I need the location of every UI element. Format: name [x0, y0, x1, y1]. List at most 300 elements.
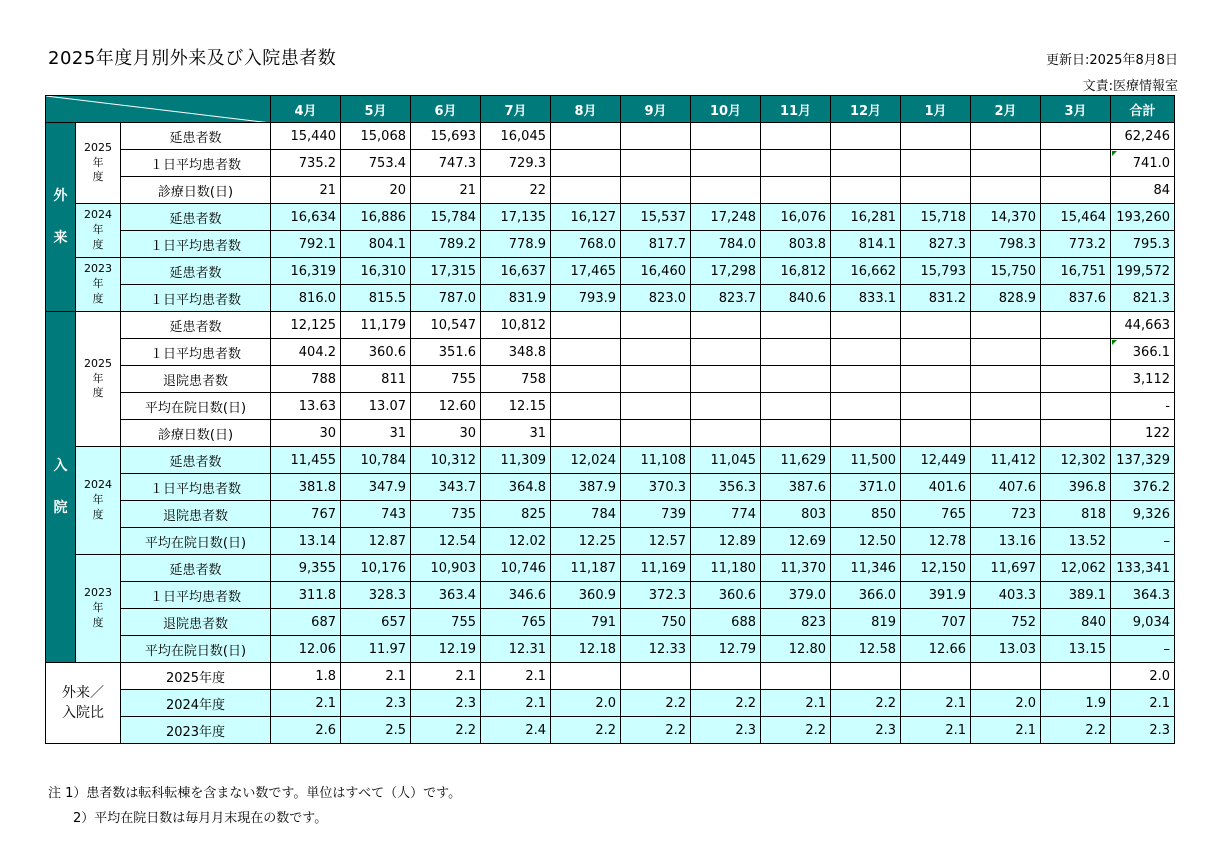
value-cell: 755 [411, 609, 481, 636]
value-cell [691, 150, 761, 177]
year-label-text: 2024 [84, 478, 112, 492]
value-cell: 2.2 [691, 690, 761, 717]
year-label [76, 555, 121, 663]
value-cell [691, 366, 761, 393]
value-cell: 407.6 [971, 474, 1041, 501]
value-cell: 387.9 [551, 474, 621, 501]
value-cell [901, 420, 971, 447]
value-cell: 811 [341, 366, 411, 393]
value-cell: 370.3 [621, 474, 691, 501]
value-cell: 13.52 [1041, 528, 1111, 555]
row-label: 延患者数 [121, 123, 271, 150]
value-cell: 2.2 [411, 717, 481, 744]
value-cell [971, 177, 1041, 204]
total-cell: 364.3 [1111, 582, 1175, 609]
total-cell: 3,112 [1111, 366, 1175, 393]
value-cell: 750 [621, 609, 691, 636]
value-cell: 707 [901, 609, 971, 636]
row-label: 延患者数 [121, 555, 271, 582]
value-cell: 12.54 [411, 528, 481, 555]
value-cell: 2.3 [831, 717, 901, 744]
value-cell: 12.87 [341, 528, 411, 555]
value-cell: 831.9 [481, 285, 551, 312]
value-cell: 747.3 [411, 150, 481, 177]
total-cell: 84 [1111, 177, 1175, 204]
outpatient-section-label [46, 123, 76, 312]
value-cell [691, 123, 761, 150]
value-cell: 363.4 [411, 582, 481, 609]
total-cell: 193,260 [1111, 204, 1175, 231]
value-cell: 2.2 [831, 690, 901, 717]
value-cell: 788 [271, 366, 341, 393]
ratio-row [46, 717, 1175, 744]
ratio-label-text: 外来／ [62, 684, 104, 701]
value-cell [901, 123, 971, 150]
value-cell: 831.2 [901, 285, 971, 312]
value-cell: 12.15 [481, 393, 551, 420]
value-cell [1041, 420, 1111, 447]
update-date: 更新日:2025年8月8日 [1045, 53, 1178, 68]
value-cell: 2.1 [411, 663, 481, 690]
value-cell [971, 366, 1041, 393]
value-cell: 16,045 [481, 123, 551, 150]
total-cell: 9,326 [1111, 501, 1175, 528]
value-cell: 778.9 [481, 231, 551, 258]
value-cell [831, 420, 901, 447]
value-cell: 2.2 [1041, 717, 1111, 744]
value-cell: 15,793 [901, 258, 971, 285]
month-header: 2月 [971, 96, 1041, 123]
note-2: 2）平均在院日数は毎月月末現在の数です。 [73, 811, 328, 826]
month-header: 8月 [551, 96, 621, 123]
year-label-text: 2025 [84, 356, 112, 370]
value-cell: 13.15 [1041, 636, 1111, 663]
value-cell: 366.0 [831, 582, 901, 609]
value-cell: 773.2 [1041, 231, 1111, 258]
value-cell: 2.1 [271, 690, 341, 717]
value-cell: 688 [691, 609, 761, 636]
row-label: １日平均患者数 [121, 231, 271, 258]
value-cell: 784 [551, 501, 621, 528]
value-cell: 2.2 [621, 717, 691, 744]
value-cell: 30 [271, 420, 341, 447]
value-cell: 10,312 [411, 447, 481, 474]
value-cell: 16,310 [341, 258, 411, 285]
value-cell: 828.9 [971, 285, 1041, 312]
value-cell: 31 [341, 420, 411, 447]
value-cell: 347.9 [341, 474, 411, 501]
value-cell: 814.1 [831, 231, 901, 258]
year-label-text: 度 [92, 507, 104, 521]
value-cell [551, 393, 621, 420]
value-cell: 12.79 [691, 636, 761, 663]
table-row [46, 582, 1175, 609]
year-label-text: 度 [92, 170, 104, 184]
value-cell: 2.1 [761, 690, 831, 717]
value-cell [831, 150, 901, 177]
value-cell: 10,784 [341, 447, 411, 474]
row-label: 平均在院日数(日) [121, 528, 271, 555]
year-label-text: 度 [92, 237, 104, 251]
value-cell: 2.1 [481, 690, 551, 717]
table-row [46, 366, 1175, 393]
value-cell [901, 393, 971, 420]
value-cell: 818 [1041, 501, 1111, 528]
value-cell [1041, 339, 1111, 366]
table-row [46, 258, 1175, 285]
table-row [46, 609, 1175, 636]
value-cell: 404.2 [271, 339, 341, 366]
value-cell [551, 312, 621, 339]
value-cell: 10,903 [411, 555, 481, 582]
year-label-text: 度 [92, 615, 104, 629]
value-cell: 9,355 [271, 555, 341, 582]
year-label-text: 度 [92, 291, 104, 305]
value-cell: 11,412 [971, 447, 1041, 474]
value-cell: 16,460 [621, 258, 691, 285]
value-cell: 804.1 [341, 231, 411, 258]
value-cell: 11,180 [691, 555, 761, 582]
value-cell: 833.1 [831, 285, 901, 312]
row-label: 延患者数 [121, 447, 271, 474]
table-row [46, 474, 1175, 501]
value-cell: 11,370 [761, 555, 831, 582]
value-cell: 348.8 [481, 339, 551, 366]
value-cell: 2.0 [971, 690, 1041, 717]
total-cell: 795.3 [1111, 231, 1175, 258]
value-cell [551, 339, 621, 366]
table-row [46, 447, 1175, 474]
value-cell: 16,886 [341, 204, 411, 231]
value-cell: 16,281 [831, 204, 901, 231]
value-cell: 2.1 [341, 663, 411, 690]
value-cell: 787.0 [411, 285, 481, 312]
value-cell: 816.0 [271, 285, 341, 312]
value-cell: 789.2 [411, 231, 481, 258]
value-cell: 328.3 [341, 582, 411, 609]
value-cell: 817.7 [621, 231, 691, 258]
value-cell: 12.31 [481, 636, 551, 663]
value-cell: 11,169 [621, 555, 691, 582]
value-cell [761, 312, 831, 339]
value-cell: 12.89 [691, 528, 761, 555]
value-cell: 12.06 [271, 636, 341, 663]
value-cell [901, 663, 971, 690]
total-cell: – [1111, 528, 1175, 555]
table-row [46, 285, 1175, 312]
value-cell: 12.50 [831, 528, 901, 555]
value-cell [761, 177, 831, 204]
value-cell [621, 366, 691, 393]
value-cell: 16,637 [481, 258, 551, 285]
ratio-label-text: 入院比 [62, 705, 104, 721]
row-label: 2023年度 [121, 717, 271, 744]
table-row [46, 420, 1175, 447]
table-row [46, 204, 1175, 231]
year-label-text: 2023 [84, 262, 112, 276]
value-cell [971, 420, 1041, 447]
value-cell: 15,464 [1041, 204, 1111, 231]
row-label: 2024年度 [121, 690, 271, 717]
month-header: 4月 [271, 96, 341, 123]
value-cell: 15,068 [341, 123, 411, 150]
value-cell: 12.69 [761, 528, 831, 555]
ratio-label [46, 663, 121, 744]
value-cell: 723 [971, 501, 1041, 528]
year-label-text: 2024 [84, 208, 112, 222]
value-cell: 21 [271, 177, 341, 204]
value-cell: 2.1 [901, 717, 971, 744]
value-cell: 803.8 [761, 231, 831, 258]
total-cell: 2.0 [1111, 663, 1175, 690]
value-cell: 803 [761, 501, 831, 528]
row-label: 診療日数(日) [121, 420, 271, 447]
year-label-text: 年 [92, 601, 104, 615]
value-cell [901, 366, 971, 393]
value-cell: 387.6 [761, 474, 831, 501]
value-cell: 391.9 [901, 582, 971, 609]
total-cell: 9,034 [1111, 609, 1175, 636]
value-cell: 11,346 [831, 555, 901, 582]
row-label: 延患者数 [121, 204, 271, 231]
value-cell: 16,751 [1041, 258, 1111, 285]
value-cell: 17,465 [551, 258, 621, 285]
total-cell: 376.2 [1111, 474, 1175, 501]
value-cell: 12.02 [481, 528, 551, 555]
row-label: 診療日数(日) [121, 177, 271, 204]
value-cell: 16,076 [761, 204, 831, 231]
total-cell: 821.3 [1111, 285, 1175, 312]
value-cell: 2.3 [411, 690, 481, 717]
value-cell: 311.8 [271, 582, 341, 609]
value-cell: 403.3 [971, 582, 1041, 609]
value-cell: 10,812 [481, 312, 551, 339]
row-label: 退院患者数 [121, 501, 271, 528]
table-row [46, 312, 1175, 339]
outpatient-section-label-text: 来 [53, 230, 68, 246]
value-cell [831, 312, 901, 339]
value-cell: 12.57 [621, 528, 691, 555]
value-cell: 11.97 [341, 636, 411, 663]
table-row [46, 231, 1175, 258]
value-cell: 22 [481, 177, 551, 204]
value-cell [971, 150, 1041, 177]
value-cell: 12.25 [551, 528, 621, 555]
row-label: 平均在院日数(日) [121, 393, 271, 420]
row-label: 2025年度 [121, 663, 271, 690]
value-cell: 12.80 [761, 636, 831, 663]
value-cell: 31 [481, 420, 551, 447]
value-cell: 2.1 [971, 717, 1041, 744]
value-cell: 2.2 [551, 717, 621, 744]
value-cell [831, 339, 901, 366]
value-cell: 11,500 [831, 447, 901, 474]
value-cell [971, 393, 1041, 420]
value-cell: 823.0 [621, 285, 691, 312]
total-cell: 137,329 [1111, 447, 1175, 474]
total-cell: 62,246 [1111, 123, 1175, 150]
total-cell: 133,341 [1111, 555, 1175, 582]
value-cell: 12.33 [621, 636, 691, 663]
value-cell: 752 [971, 609, 1041, 636]
value-cell [1041, 393, 1111, 420]
patient-table [45, 95, 1175, 744]
value-cell: 13.07 [341, 393, 411, 420]
value-cell: 12,302 [1041, 447, 1111, 474]
value-cell: 840 [1041, 609, 1111, 636]
value-cell: 791 [551, 609, 621, 636]
value-cell [761, 663, 831, 690]
total-cell: 44,663 [1111, 312, 1175, 339]
value-cell: 755 [411, 366, 481, 393]
value-cell: 16,662 [831, 258, 901, 285]
value-cell: 2.5 [341, 717, 411, 744]
value-cell [1041, 177, 1111, 204]
value-cell: 819 [831, 609, 901, 636]
value-cell: 15,784 [411, 204, 481, 231]
value-cell: 758 [481, 366, 551, 393]
value-cell [971, 339, 1041, 366]
value-cell: 15,537 [621, 204, 691, 231]
value-cell: 774 [691, 501, 761, 528]
total-cell: 122 [1111, 420, 1175, 447]
value-cell: 15,750 [971, 258, 1041, 285]
value-cell [621, 123, 691, 150]
value-cell: 2.1 [901, 690, 971, 717]
value-cell: 2.4 [481, 717, 551, 744]
value-cell: 30 [411, 420, 481, 447]
value-cell: 657 [341, 609, 411, 636]
value-cell: 396.8 [1041, 474, 1111, 501]
diagonal-line [46, 96, 271, 123]
value-cell: 12.18 [551, 636, 621, 663]
month-header: 5月 [341, 96, 411, 123]
value-cell: 12,024 [551, 447, 621, 474]
year-label-text: 年 [92, 493, 104, 507]
month-header: 1月 [901, 96, 971, 123]
table-row [46, 123, 1175, 150]
value-cell [691, 177, 761, 204]
value-cell [1041, 366, 1111, 393]
value-cell: 12,150 [901, 555, 971, 582]
month-header: 9月 [621, 96, 691, 123]
value-cell: 2.1 [481, 663, 551, 690]
value-cell [901, 339, 971, 366]
year-label-text: 2023 [84, 586, 112, 600]
value-cell: 729.3 [481, 150, 551, 177]
note-1: 注 1）患者数は転科転棟を含まない数です。単位はすべて（人）です。 [48, 786, 462, 801]
month-header: 3月 [1041, 96, 1111, 123]
value-cell: 850 [831, 501, 901, 528]
value-cell: 13.63 [271, 393, 341, 420]
value-cell [551, 663, 621, 690]
value-cell: 20 [341, 177, 411, 204]
value-cell: 765 [481, 609, 551, 636]
month-header: 6月 [411, 96, 481, 123]
page-title: 2025年度月別外来及び入院患者数 [48, 48, 337, 69]
value-cell [691, 393, 761, 420]
value-cell: 2.2 [621, 690, 691, 717]
value-cell: 823.7 [691, 285, 761, 312]
table-row [46, 177, 1175, 204]
table-row [46, 393, 1175, 420]
author: 文責:医療情報室 [1082, 79, 1178, 94]
month-header: 10月 [691, 96, 761, 123]
value-cell: 2.6 [271, 717, 341, 744]
month-header: 7月 [481, 96, 551, 123]
value-cell: 351.6 [411, 339, 481, 366]
year-label-text: 年 [92, 371, 104, 385]
value-cell [551, 366, 621, 393]
value-cell: 15,440 [271, 123, 341, 150]
value-cell: 767 [271, 501, 341, 528]
value-cell [831, 177, 901, 204]
row-label: １日平均患者数 [121, 474, 271, 501]
total-header: 合計 [1111, 96, 1175, 123]
value-cell [691, 312, 761, 339]
value-cell: 687 [271, 609, 341, 636]
value-cell [901, 312, 971, 339]
value-cell: 798.3 [971, 231, 1041, 258]
value-cell: 17,135 [481, 204, 551, 231]
year-label [76, 447, 121, 555]
value-cell: 12,062 [1041, 555, 1111, 582]
value-cell [831, 663, 901, 690]
value-cell: 21 [411, 177, 481, 204]
total-cell: 2.1 [1111, 690, 1175, 717]
total-cell: 366.1 [1111, 339, 1175, 366]
value-cell: 815.5 [341, 285, 411, 312]
value-cell [831, 123, 901, 150]
value-cell: 2.0 [551, 690, 621, 717]
value-cell: 360.6 [341, 339, 411, 366]
value-cell [761, 339, 831, 366]
value-cell [691, 663, 761, 690]
corner-cell [46, 96, 271, 123]
header-row [46, 96, 1175, 123]
value-cell: 11,187 [551, 555, 621, 582]
value-cell: 12.19 [411, 636, 481, 663]
row-label: １日平均患者数 [121, 582, 271, 609]
inpatient-section-label [46, 312, 76, 663]
value-cell [551, 420, 621, 447]
value-cell: 12.58 [831, 636, 901, 663]
value-cell [621, 663, 691, 690]
value-cell: 1.9 [1041, 690, 1111, 717]
year-label [76, 204, 121, 258]
value-cell: 13.16 [971, 528, 1041, 555]
value-cell [761, 366, 831, 393]
value-cell [1041, 150, 1111, 177]
inpatient-section-label-text: 入 [53, 458, 68, 474]
value-cell: 13.03 [971, 636, 1041, 663]
value-cell [621, 312, 691, 339]
value-cell: 379.0 [761, 582, 831, 609]
table-row [46, 339, 1175, 366]
value-cell: 11,108 [621, 447, 691, 474]
value-cell [1041, 312, 1111, 339]
value-cell [1041, 123, 1111, 150]
value-cell: 10,176 [341, 555, 411, 582]
year-label [76, 258, 121, 312]
year-label-text: 度 [92, 386, 104, 400]
value-cell: 360.9 [551, 582, 621, 609]
value-cell: 823 [761, 609, 831, 636]
year-label [76, 123, 121, 204]
total-cell: - [1111, 393, 1175, 420]
value-cell: 735.2 [271, 150, 341, 177]
value-cell: 743 [341, 501, 411, 528]
